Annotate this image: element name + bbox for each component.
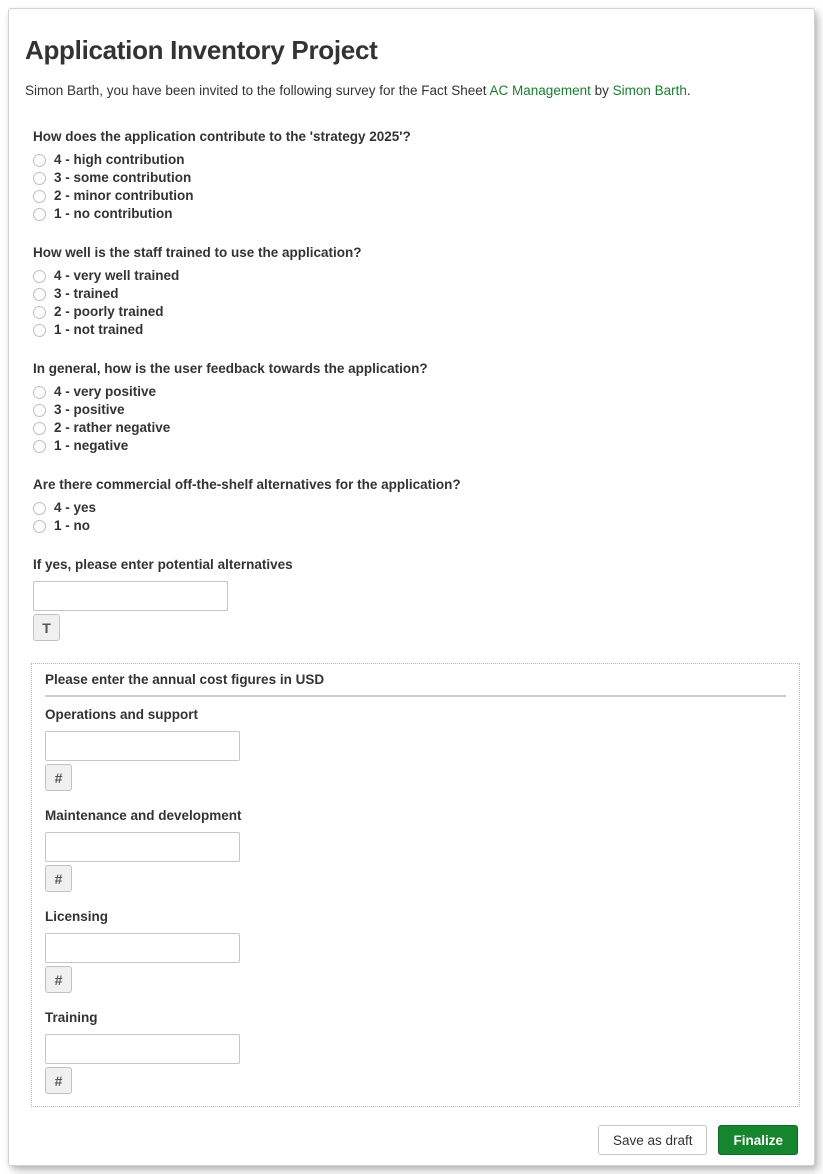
alternatives-input[interactable]	[33, 581, 228, 611]
maintenance-cost-input[interactable]	[45, 832, 240, 862]
radio-button[interactable]	[33, 208, 46, 221]
radio-button[interactable]	[33, 440, 46, 453]
question-label: If yes, please enter potential alternatives	[33, 557, 293, 572]
radio-button[interactable]	[33, 404, 46, 417]
radio-option-label: 1 - negative	[54, 438, 129, 453]
radio-option-label: 3 - some contribution	[54, 170, 192, 185]
field-label: Licensing	[45, 909, 109, 924]
radio-option[interactable]	[33, 267, 798, 285]
radio-option[interactable]	[33, 437, 798, 455]
radio-button[interactable]	[33, 288, 46, 301]
intro-suffix: .	[686, 83, 691, 98]
survey-form	[33, 129, 798, 1155]
radio-option[interactable]	[33, 517, 798, 535]
radio-option-label: 1 - no	[54, 518, 90, 533]
number-type-indicator: #	[45, 865, 72, 892]
section-divider	[45, 695, 786, 697]
licensing-cost-input[interactable]	[45, 933, 240, 963]
radio-option-label: 3 - trained	[54, 286, 119, 301]
radio-button[interactable]	[33, 154, 46, 167]
radio-option[interactable]	[33, 169, 798, 187]
finalize-button[interactable]: Finalize	[718, 1125, 798, 1155]
training-cost-input[interactable]	[45, 1034, 240, 1064]
footer-actions	[33, 1125, 798, 1155]
radio-option-label: 2 - poorly trained	[54, 304, 164, 319]
field-operations-and-support	[45, 707, 786, 791]
radio-option-label: 4 - very well trained	[54, 268, 180, 283]
radio-button[interactable]	[33, 190, 46, 203]
field-training	[45, 1010, 786, 1094]
field-label: Training	[45, 1010, 98, 1025]
radio-option[interactable]	[33, 321, 798, 339]
question-potential-alternatives	[33, 557, 798, 641]
radio-button[interactable]	[33, 386, 46, 399]
question-label: How does the application contribute to the 'strategy 2025'?	[33, 129, 411, 144]
cost-section	[31, 663, 800, 1107]
radio-button[interactable]	[33, 270, 46, 283]
radio-option[interactable]	[33, 499, 798, 517]
question-label: In general, how is the user feedback towards the application?	[33, 361, 428, 376]
radio-option-label: 4 - very positive	[54, 384, 157, 399]
question-user-feedback	[33, 361, 798, 455]
survey-card	[8, 8, 815, 1166]
radio-option-label: 3 - positive	[54, 402, 125, 417]
field-maintenance-and-development	[45, 808, 786, 892]
radio-option-label: 4 - high contribution	[54, 152, 185, 167]
field-label: Operations and support	[45, 707, 199, 722]
text-type-indicator: T	[33, 614, 60, 641]
question-label: How well is the staff trained to use the application?	[33, 245, 362, 260]
number-type-indicator: #	[45, 966, 72, 993]
intro-middle: by	[590, 83, 613, 98]
radio-option[interactable]	[33, 151, 798, 169]
radio-option[interactable]	[33, 383, 798, 401]
radio-option-label: 2 - rather negative	[54, 420, 171, 435]
radio-option-label: 1 - no contribution	[54, 206, 173, 221]
radio-button[interactable]	[33, 502, 46, 515]
author-link[interactable]: Simon Barth	[612, 83, 687, 98]
radio-option-label: 4 - yes	[54, 500, 97, 515]
radio-button[interactable]	[33, 520, 46, 533]
fact-sheet-link[interactable]: AC Management	[489, 83, 591, 98]
question-label: Are there commercial off-the-shelf alternatives for the application?	[33, 477, 461, 492]
cost-section-heading: Please enter the annual cost figures in USD	[45, 672, 325, 687]
radio-option[interactable]	[33, 303, 798, 321]
question-staff-training	[33, 245, 798, 339]
number-type-indicator: #	[45, 764, 72, 791]
radio-option-label: 1 - not trained	[54, 322, 144, 337]
radio-button[interactable]	[33, 306, 46, 319]
radio-option[interactable]	[33, 205, 798, 223]
field-label: Maintenance and development	[45, 808, 242, 823]
page-title: Application Inventory Project	[25, 35, 378, 65]
radio-button[interactable]	[33, 172, 46, 185]
radio-option-label: 2 - minor contribution	[54, 188, 194, 203]
operations-cost-input[interactable]	[45, 731, 240, 761]
question-cots-alternatives	[33, 477, 798, 535]
radio-button[interactable]	[33, 422, 46, 435]
intro-prefix: Simon Barth, you have been invited to the following survey for the Fact Sheet	[25, 83, 490, 98]
save-as-draft-button[interactable]: Save as draft	[598, 1125, 708, 1155]
radio-button[interactable]	[33, 324, 46, 337]
number-type-indicator: #	[45, 1067, 72, 1094]
field-licensing	[45, 909, 786, 993]
radio-option[interactable]	[33, 419, 798, 437]
intro-text	[25, 82, 798, 99]
radio-option[interactable]	[33, 285, 798, 303]
radio-option[interactable]	[33, 187, 798, 205]
question-strategy-contribution	[33, 129, 798, 223]
radio-option[interactable]	[33, 401, 798, 419]
